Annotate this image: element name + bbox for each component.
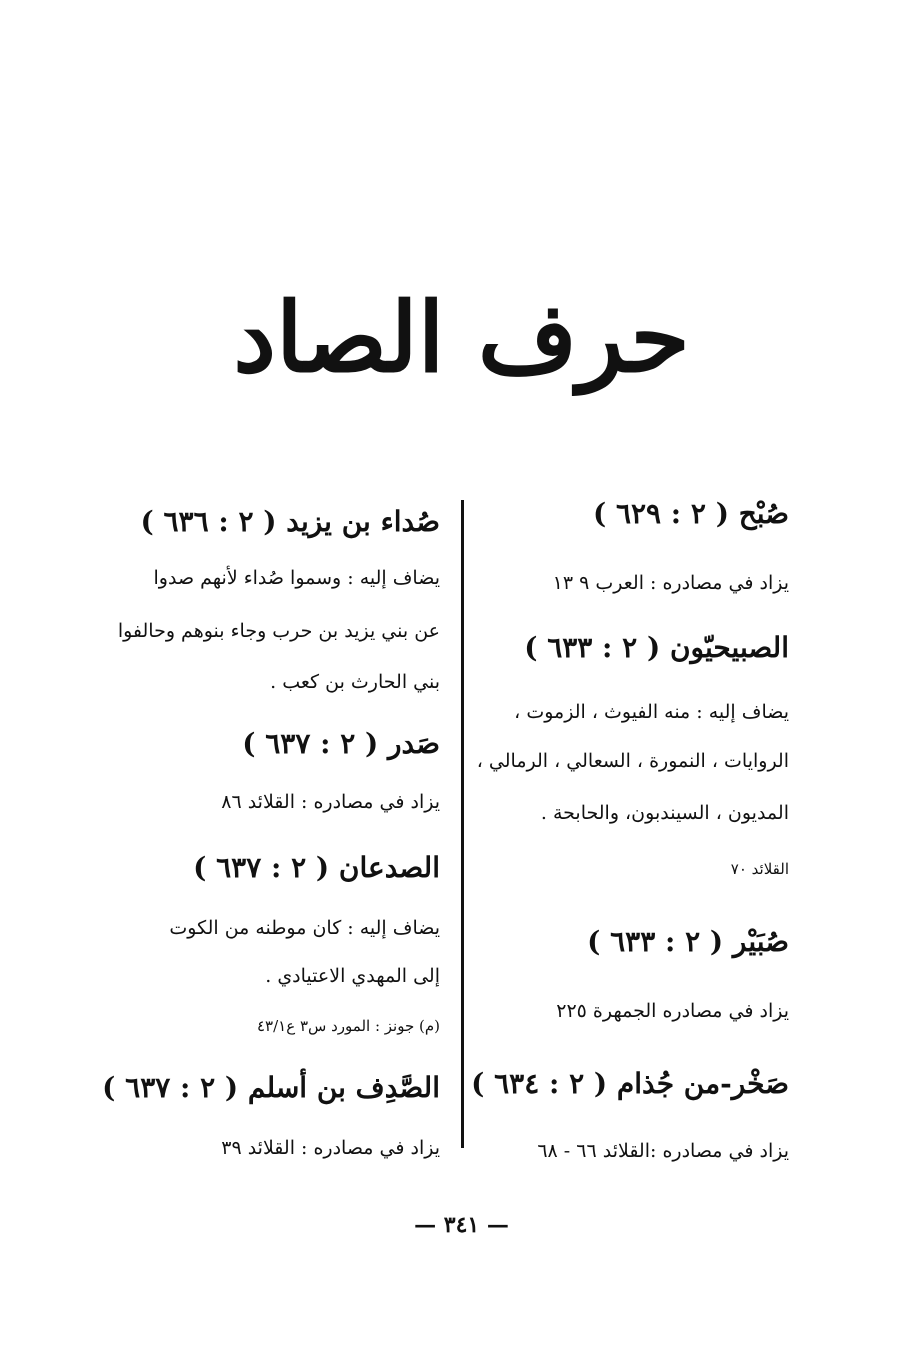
page-title: حرف الصاد — [233, 281, 690, 394]
entry-text: يضاف إليه : وسموا صُداء لأنهم صدوا — [153, 567, 440, 589]
entry-heading: صَخْر-من جُذام ( ٢ : ٦٣٤ ) — [471, 1067, 789, 1100]
entry-heading: الصدعان ( ٢ : ٦٣٧ ) — [193, 851, 440, 884]
entry-text: يزاد في مصادره : القلائد ٣٩ — [221, 1137, 440, 1159]
entry-text: بني الحارث بن كعب . — [270, 671, 440, 693]
entry-text: عن بني يزيد بن حرب وجاء بنوهم وحالفوا — [117, 620, 440, 642]
entry-text: يضاف إليه : منه الفيوث ، الزموت ، — [514, 701, 789, 723]
entry-heading: صَدر ( ٢ : ٦٣٧ ) — [242, 727, 440, 760]
entry-heading: الصبيحيّون ( ٢ : ٦٣٣ ) — [524, 631, 789, 664]
entry-heading: صُبْح ( ٢ : ٦٢٩ ) — [592, 497, 789, 530]
entry-text: يزاد في مصادره :القلائد ٦٦ - ٦٨ — [537, 1140, 789, 1162]
column-divider — [461, 500, 464, 1148]
entry-text: المديون ، السيندبون، والحابحة . — [540, 802, 789, 824]
entry-text: الروايات ، النمورة ، السعالي ، الرمالي ، — [476, 750, 789, 772]
entry-text: يضاف إليه : كان موطنه من الكوت — [169, 917, 440, 939]
entry-text: يزاد في مصادره : القلائد ٨٦ — [221, 791, 440, 813]
entry-text: إلى المهدي الاعتيادي . — [265, 965, 440, 987]
entry-note: القلائد ٧٠ — [730, 860, 789, 878]
entry-heading: صُبَيْر ( ٢ : ٦٣٣ ) — [587, 925, 789, 958]
page-number: — ٣٤١ — — [414, 1212, 509, 1238]
entry-note: (م) جونز : المورد س٣ ع٤٣/١ — [257, 1017, 440, 1035]
entry-text: يزاد في مصادره الجمهرة ٢٢٥ — [556, 1000, 789, 1022]
entry-heading: صُداء بن يزيد ( ٢ : ٦٣٦ ) — [140, 505, 440, 538]
entry-heading: الصَّدِف بن أسلم ( ٢ : ٦٣٧ ) — [102, 1071, 440, 1104]
entry-text: يزاد في مصادره : العرب ٩ ١٣ — [552, 572, 789, 594]
